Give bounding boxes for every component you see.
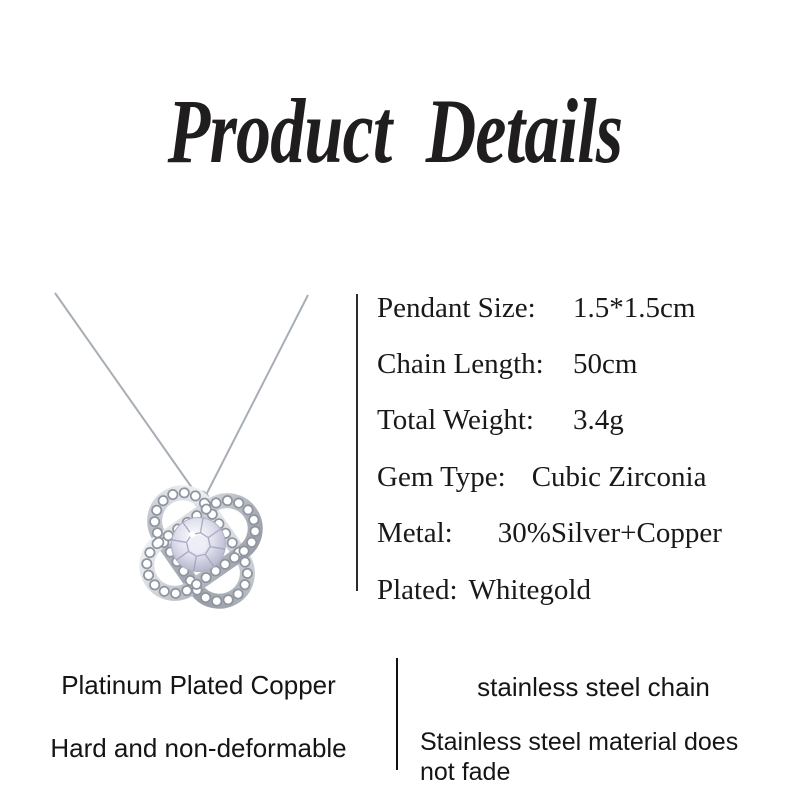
feature-left-durability: Hard and non-deformable [50, 733, 347, 763]
feature-right-chain: stainless steel chain [477, 672, 710, 702]
spec-row-plated [377, 562, 782, 618]
spec-left-border-line [356, 294, 358, 591]
spec-row-pendant-size [377, 280, 782, 336]
page-title: Product Details [167, 80, 623, 182]
feature-right-fade: Stainless steel material does not fade [420, 728, 739, 786]
spec-value: 50cm [573, 348, 638, 381]
spec-value: 1.5*1.5cm [573, 291, 696, 324]
necklace-image [20, 250, 350, 630]
feature-left-material: Platinum Plated Copper [61, 670, 336, 700]
spec-label: Pendant Size: [377, 291, 536, 324]
spec-label: Chain Length: [377, 348, 544, 381]
spec-row-metal [377, 506, 782, 562]
spec-row-chain-length [377, 336, 782, 392]
spec-value: Whitegold [468, 573, 591, 606]
spec-label: Metal: [377, 517, 453, 550]
spec-value: 3.4g [573, 404, 624, 437]
spec-label: Gem Type: [377, 460, 506, 493]
spec-list [377, 280, 782, 618]
spec-label: Plated: [377, 573, 458, 606]
feature-strip [0, 650, 790, 790]
spec-row-gem-type [377, 449, 782, 505]
spec-row-total-weight [377, 393, 782, 449]
spec-label: Total Weight: [377, 404, 534, 437]
spec-value: Cubic Zirconia [531, 460, 707, 493]
necklace-pendant-icon [20, 250, 350, 630]
spec-value: 30%Silver+Copper [497, 517, 722, 550]
